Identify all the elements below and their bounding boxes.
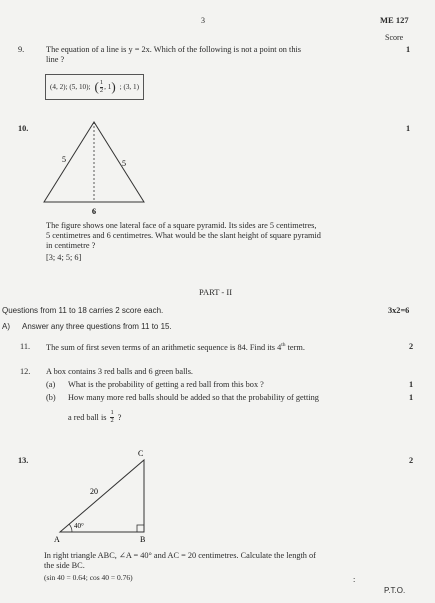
- fraction: [110, 410, 113, 424]
- question-number: 12.: [20, 367, 31, 376]
- fraction-numerator: 1: [99, 79, 104, 86]
- section-label: A): [2, 322, 10, 331]
- question-text: The sum of first seven terms of an arithmetic sequence is 84. Find its 4: [46, 342, 282, 352]
- base-label: 6: [92, 207, 96, 216]
- options-text: [3; 4; 5; 6]: [46, 253, 82, 262]
- question-13-text: [44, 551, 316, 583]
- subpart-text: What is the probability of getting a red ball from this box ?: [68, 380, 264, 389]
- superscript: th: [281, 342, 286, 348]
- question-12-text: A box contains 3 red balls and 6 green balls.: [46, 367, 194, 376]
- question-number: 13.: [18, 456, 29, 465]
- question-text-line: The figure shows one lateral face of a square pyramid. Its sides are 5 centimetres,: [46, 221, 317, 230]
- subpart-label: (a): [46, 380, 56, 389]
- question-text-line: In right triangle ABC, ∠A = 40° and AC = 20 centimetres. Calculate the length of: [44, 551, 316, 560]
- fraction-numerator: 1: [110, 409, 114, 416]
- hint-text: (sin 40 = 0.64; cos 40 = 0.76): [44, 573, 133, 582]
- fraction-denominator: 2: [99, 86, 104, 94]
- question-11-text: [46, 342, 305, 352]
- right-triangle-figure: [52, 446, 172, 544]
- options-box: [45, 74, 144, 100]
- options-text: , 1: [104, 83, 112, 91]
- question-number: 11.: [20, 342, 31, 351]
- fraction-point: ( $\frac{1}{2}$ , 1 ): [94, 79, 116, 94]
- options-text: (4, 2); (5, 10);: [50, 83, 91, 91]
- fraction: [100, 80, 103, 94]
- question-number: 10.: [18, 124, 29, 133]
- page-number: 3: [201, 16, 205, 25]
- angle-label: 40°: [74, 522, 84, 530]
- question-score: 1: [406, 45, 411, 54]
- vertex-label: C: [138, 449, 144, 458]
- question-9-text: [46, 45, 301, 65]
- fraction-denominator: 2: [110, 416, 114, 424]
- side-label: 5: [122, 159, 126, 168]
- subpart-text: ?: [117, 412, 122, 422]
- triangle-figure: [40, 118, 160, 218]
- part-marks: 3x2=6: [388, 306, 410, 315]
- question-score: 1: [409, 380, 414, 389]
- question-text-line: in centimetre ?: [46, 241, 96, 250]
- score-label: Score: [385, 33, 404, 42]
- section-instruction: Answer any three questions from 11 to 15.: [22, 322, 172, 331]
- options-text: ; (3, 1): [119, 83, 140, 91]
- question-text-line: 5 centimetres and 6 centimetres. What would be the slant height of square pyramid: [46, 231, 321, 240]
- part-title: PART - II: [199, 287, 233, 297]
- question-text: term.: [285, 342, 305, 352]
- question-score: 2: [409, 342, 414, 351]
- subpart-continuation: [68, 410, 121, 424]
- question-10-text: [46, 221, 321, 263]
- question-text-line: the side BC.: [44, 561, 85, 570]
- vertex-label: B: [140, 535, 146, 544]
- question-score: 2: [409, 456, 414, 465]
- pto-label: P.T.O.: [384, 586, 406, 595]
- side-label: 5: [62, 155, 66, 164]
- question-text-line: The equation of a line is y = 2x. Which of the following is not a point on this: [46, 45, 302, 54]
- subpart-label: (b): [46, 393, 56, 402]
- question-score: 1: [406, 124, 411, 133]
- question-number: 9.: [18, 45, 25, 54]
- subpart-text: a red ball is: [68, 412, 107, 422]
- vertex-label: A: [54, 535, 60, 544]
- question-score: 1: [409, 393, 414, 402]
- paper-code: ME 127: [380, 15, 409, 25]
- footer-mark: :: [353, 575, 356, 584]
- part-instruction: Questions from 11 to 18 carries 2 score each.: [2, 306, 164, 315]
- subpart-text: How many more red balls should be added so that the probability of getting: [68, 393, 319, 402]
- question-text-line: line ?: [46, 55, 65, 64]
- hypotenuse-label: 20: [90, 487, 98, 496]
